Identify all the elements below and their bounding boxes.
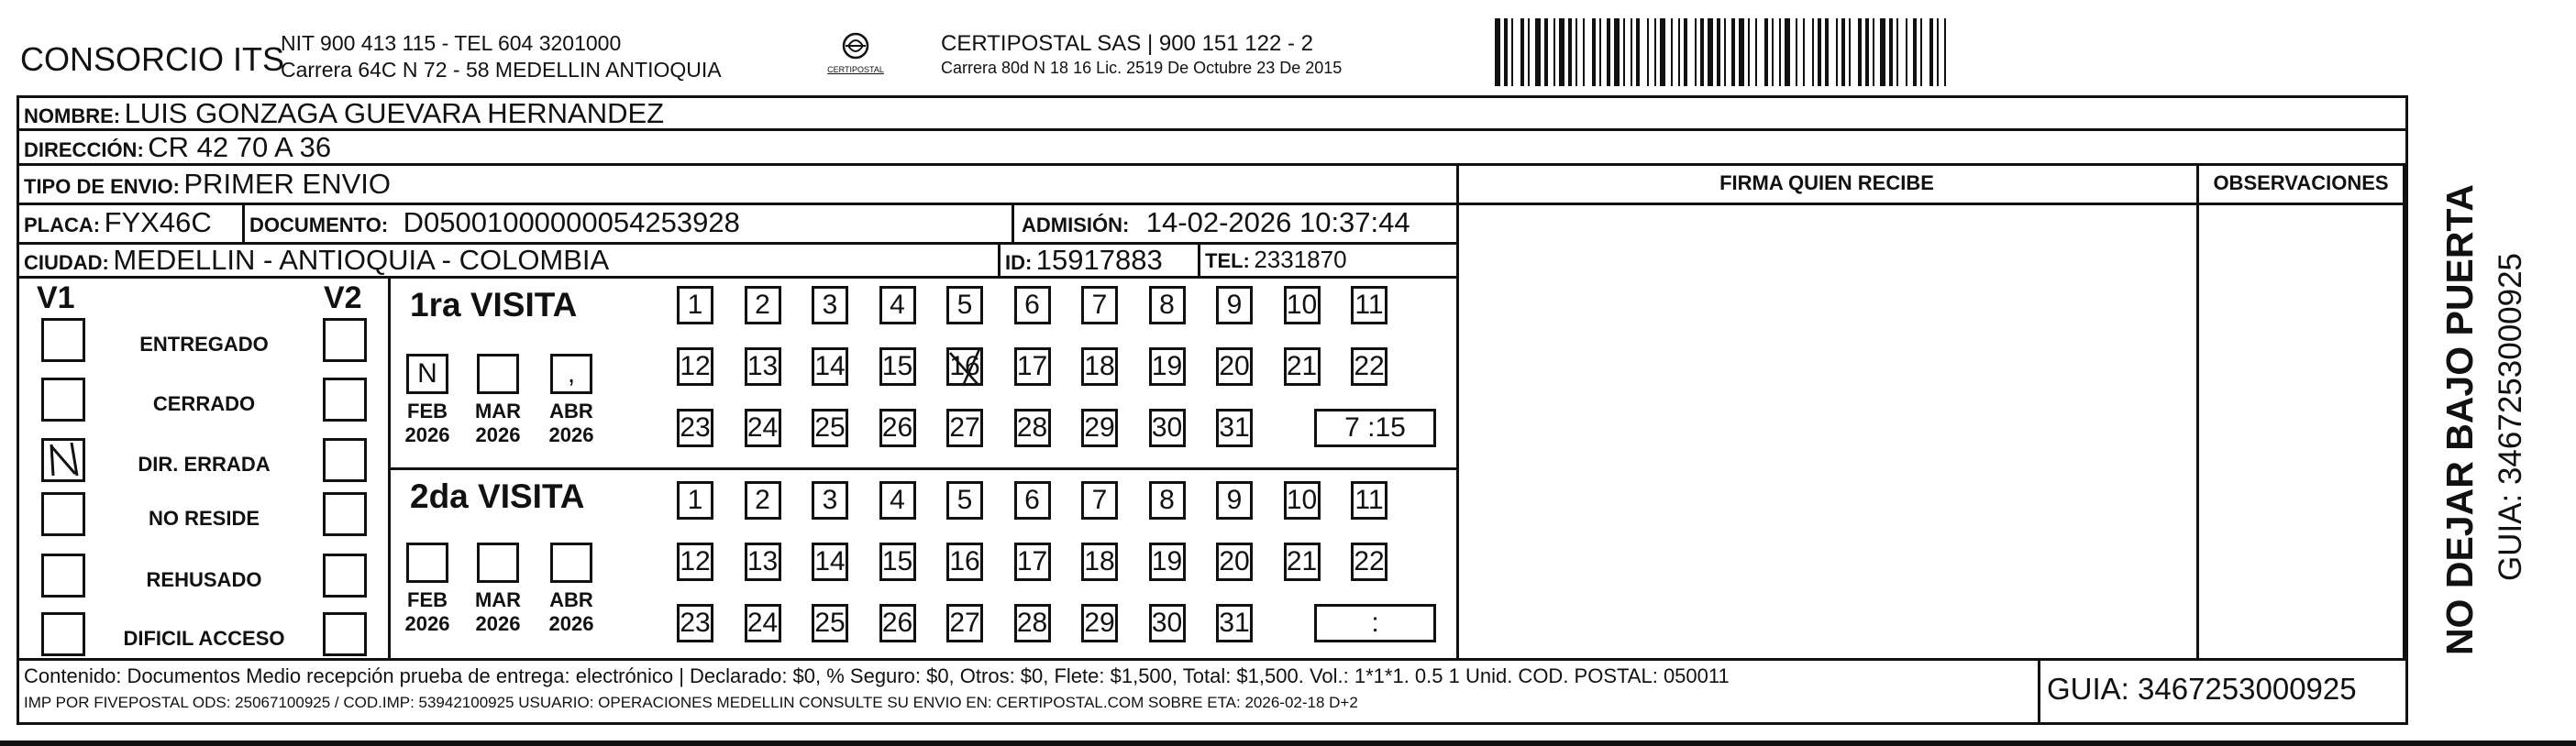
v1-checkbox[interactable] xyxy=(41,554,85,598)
day-box[interactable]: 30 xyxy=(1149,409,1186,447)
logo-text: CERTIPOSTAL xyxy=(827,65,884,74)
v2-checkbox[interactable] xyxy=(323,378,367,422)
day-box[interactable]: 11 xyxy=(1351,481,1388,520)
day-box[interactable]: 4 xyxy=(879,286,916,324)
v2-checkbox[interactable] xyxy=(323,438,367,482)
status-label: NO RESIDE xyxy=(148,507,260,530)
month-checkbox[interactable]: N xyxy=(406,354,448,394)
day-box[interactable]: 15 xyxy=(879,347,916,386)
day-box[interactable]: 6 xyxy=(1014,286,1051,324)
visit1-title: 1ra VISITA xyxy=(410,286,578,324)
day-box[interactable]: 10 xyxy=(1284,286,1321,324)
month-name: ABR xyxy=(549,588,593,611)
day-box[interactable]: 16 xyxy=(946,347,983,386)
day-box[interactable]: 13 xyxy=(745,347,781,386)
v2-checkbox[interactable] xyxy=(323,554,367,598)
carrier-address: Carrera 80d N 18 16 Lic. 2519 De Octubre 23 De 2015 xyxy=(941,59,1343,77)
month-name: ABR xyxy=(549,400,593,422)
carrier-line: CERTIPOSTAL SAS | 900 151 122 - 2 xyxy=(941,31,1313,56)
id-cell xyxy=(1005,244,1163,277)
barcode xyxy=(1495,18,2224,86)
day-box[interactable]: 16 xyxy=(946,543,983,581)
month-year: 2026 xyxy=(548,612,594,635)
v1-checkbox[interactable] xyxy=(41,378,85,422)
day-box[interactable]: 19 xyxy=(1149,347,1186,386)
v2-checkbox[interactable] xyxy=(323,492,367,536)
v1-checkbox[interactable] xyxy=(41,612,85,656)
day-box[interactable]: 24 xyxy=(745,604,781,642)
company-nit: NIT 900 413 115 - TEL 604 3201000 xyxy=(281,31,622,55)
day-box[interactable]: 15 xyxy=(879,543,916,581)
admision-label: ADMISIÓN: xyxy=(1022,214,1130,236)
day-box[interactable]: 9 xyxy=(1216,286,1253,324)
day-box[interactable]: 2 xyxy=(745,481,781,520)
month-checkbox[interactable] xyxy=(477,354,519,394)
month-checkbox[interactable] xyxy=(477,543,519,583)
month-label xyxy=(400,588,455,636)
direccion-row xyxy=(24,131,331,164)
day-box[interactable]: 5 xyxy=(946,481,983,520)
month-label xyxy=(400,400,455,447)
day-box[interactable]: 8 xyxy=(1149,286,1186,324)
day-box[interactable]: 21 xyxy=(1284,347,1321,386)
day-box[interactable]: 23 xyxy=(677,604,713,642)
month-name: FEB xyxy=(407,588,448,611)
month-name: MAR xyxy=(474,400,522,422)
v1-checkbox[interactable] xyxy=(41,438,85,482)
placa-cell xyxy=(24,206,212,239)
month-year: 2026 xyxy=(475,423,521,446)
footer-line2: IMP POR FIVEPOSTAL ODS: 25067100925 / COD.IMP: 53942100925 USUARIO: OPERACIONES MEDELLIN CONSULTE SU ENVIO EN: CERTIPOSTAL.COM SOBRE ETA: 2026-02-18 D+2 xyxy=(24,694,1358,711)
status-label: DIR. ERRADA xyxy=(138,453,271,476)
day-box[interactable]: 14 xyxy=(812,347,848,386)
day-box[interactable]: 10 xyxy=(1284,481,1321,520)
day-box[interactable]: 6 xyxy=(1014,481,1051,520)
day-box[interactable]: 3 xyxy=(812,481,848,520)
day-box[interactable]: 1 xyxy=(677,481,713,520)
day-box[interactable]: 25 xyxy=(812,604,848,642)
v1-checkbox[interactable] xyxy=(41,492,85,536)
month-year: 2026 xyxy=(404,423,450,446)
month-label xyxy=(544,400,599,447)
day-box[interactable]: 21 xyxy=(1284,543,1321,581)
month-label xyxy=(470,400,525,447)
v1-checkbox[interactable] xyxy=(41,318,85,362)
day-box[interactable]: 24 xyxy=(745,409,781,447)
ciudad-value: MEDELLIN - ANTIOQUIA - COLOMBIA xyxy=(113,244,610,276)
day-box[interactable]: 29 xyxy=(1081,409,1118,447)
visit2-title: 2da VISITA xyxy=(410,477,585,515)
day-box[interactable]: 7 xyxy=(1081,481,1118,520)
day-box[interactable]: 23 xyxy=(677,409,713,447)
direccion-label: DIRECCIÓN: xyxy=(24,138,144,161)
day-box[interactable]: 22 xyxy=(1351,543,1388,581)
day-box[interactable]: 12 xyxy=(677,543,713,581)
time-field[interactable]: : xyxy=(1314,604,1436,642)
day-box[interactable]: 2 xyxy=(745,286,781,324)
month-name: FEB xyxy=(407,400,448,422)
id-label: ID: xyxy=(1005,251,1033,274)
side-guia: GUIA: 3467253000925 xyxy=(2493,252,2528,582)
time-field[interactable]: 7 :15 xyxy=(1314,409,1436,447)
month-year: 2026 xyxy=(548,423,594,446)
placa-value: FYX46C xyxy=(104,206,212,238)
day-box[interactable]: 7 xyxy=(1081,286,1118,324)
day-box[interactable]: 17 xyxy=(1014,543,1051,581)
day-box[interactable]: 14 xyxy=(812,543,848,581)
certipostal-logo xyxy=(816,31,895,77)
documento-cell xyxy=(249,206,740,239)
certipostal-logo-icon xyxy=(837,31,874,60)
v1-header: V1 xyxy=(37,280,75,315)
v2-checkbox[interactable] xyxy=(323,612,367,656)
month-name: MAR xyxy=(474,588,522,611)
side-warning: NO DEJAR BAJO PUERTA xyxy=(2438,183,2481,656)
day-box[interactable]: 28 xyxy=(1014,604,1051,642)
day-box[interactable]: 31 xyxy=(1216,604,1253,642)
company-name: CONSORCIO ITS xyxy=(20,40,285,78)
day-box[interactable]: 17 xyxy=(1014,347,1051,386)
day-box[interactable]: 28 xyxy=(1014,409,1051,447)
month-checkbox[interactable]: , xyxy=(550,354,592,394)
month-label xyxy=(544,588,599,636)
day-box[interactable]: 8 xyxy=(1149,481,1186,520)
v2-checkbox[interactable] xyxy=(323,318,367,362)
day-box[interactable]: 11 xyxy=(1351,286,1388,324)
day-box[interactable]: 20 xyxy=(1216,347,1253,386)
day-box[interactable]: 30 xyxy=(1149,604,1186,642)
tel-label: TEL: xyxy=(1205,249,1250,272)
status-label: REHUSADO xyxy=(146,568,262,591)
footer-guia: GUIA: 3467253000925 xyxy=(2047,672,2357,706)
status-label: CERRADO xyxy=(152,392,256,415)
tipo-value: PRIMER ENVIO xyxy=(183,168,392,200)
status-label: DIFICIL ACCESO xyxy=(123,627,285,650)
day-box[interactable]: 13 xyxy=(745,543,781,581)
ciudad-cell xyxy=(24,244,609,277)
day-box[interactable]: 25 xyxy=(812,409,848,447)
day-box[interactable]: 27 xyxy=(946,604,983,642)
documento-value: D05001000000054253928 xyxy=(403,206,740,238)
footer-line1: Contenido: Documentos Medio recepción prueba de entrega: electrónico | Declarado: $0, % Seguro: $0, Otros: $0, Flete: $1,500, Total: $1,500. Vol.: 1*1*1. 0.5 1 Unid. COD. POSTAL: 050011 xyxy=(24,664,1730,687)
company-address: Carrera 64C N 72 - 58 MEDELLIN ANTIOQUIA xyxy=(281,58,722,82)
nombre-row xyxy=(24,97,664,130)
month-checkbox[interactable] xyxy=(406,543,448,583)
id-value: 15917883 xyxy=(1035,244,1163,276)
documento-label: DOCUMENTO: xyxy=(249,214,389,236)
day-box[interactable]: 12 xyxy=(677,347,713,386)
day-box[interactable]: 1 xyxy=(677,286,713,324)
day-box[interactable]: 9 xyxy=(1216,481,1253,520)
month-year: 2026 xyxy=(404,612,450,635)
day-box[interactable]: 27 xyxy=(946,409,983,447)
day-box[interactable]: 18 xyxy=(1081,347,1118,386)
nombre-value: LUIS GONZAGA GUEVARA HERNANDEZ xyxy=(124,97,665,129)
month-year: 2026 xyxy=(475,612,521,635)
status-label: ENTREGADO xyxy=(139,333,269,356)
day-box[interactable]: 22 xyxy=(1351,347,1388,386)
tel-value: 2331870 xyxy=(1254,246,1347,273)
barcode-icon xyxy=(1495,18,2224,86)
v2-header: V2 xyxy=(324,280,362,315)
admision-value: 14-02-2026 10:37:44 xyxy=(1145,206,1410,238)
direccion-value: CR 42 70 A 36 xyxy=(148,131,332,163)
day-box[interactable]: 19 xyxy=(1149,543,1186,581)
month-checkbox[interactable] xyxy=(550,543,592,583)
day-box[interactable]: 5 xyxy=(946,286,983,324)
ciudad-label: CIUDAD: xyxy=(24,251,109,274)
day-box[interactable]: 31 xyxy=(1216,409,1253,447)
day-box[interactable]: 26 xyxy=(879,604,916,642)
firma-header: FIRMA QUIEN RECIBE xyxy=(1719,171,1934,194)
month-label xyxy=(470,588,525,636)
day-box[interactable]: 29 xyxy=(1081,604,1118,642)
day-box[interactable]: 4 xyxy=(879,481,916,520)
tipo-label: TIPO DE ENVIO: xyxy=(24,175,180,198)
admision-cell xyxy=(1022,206,1410,239)
placa-label: PLACA: xyxy=(24,214,101,236)
check-mark-icon xyxy=(946,347,987,388)
day-box[interactable]: 26 xyxy=(879,409,916,447)
tipo-row xyxy=(24,168,391,201)
tel-cell xyxy=(1205,246,1347,274)
observaciones-header: OBSERVACIONES xyxy=(2213,171,2389,194)
day-box[interactable]: 20 xyxy=(1216,543,1253,581)
day-box[interactable]: 18 xyxy=(1081,543,1118,581)
check-mark-icon xyxy=(44,441,83,479)
day-box[interactable]: 3 xyxy=(812,286,848,324)
nombre-label: NOMBRE: xyxy=(24,104,121,127)
